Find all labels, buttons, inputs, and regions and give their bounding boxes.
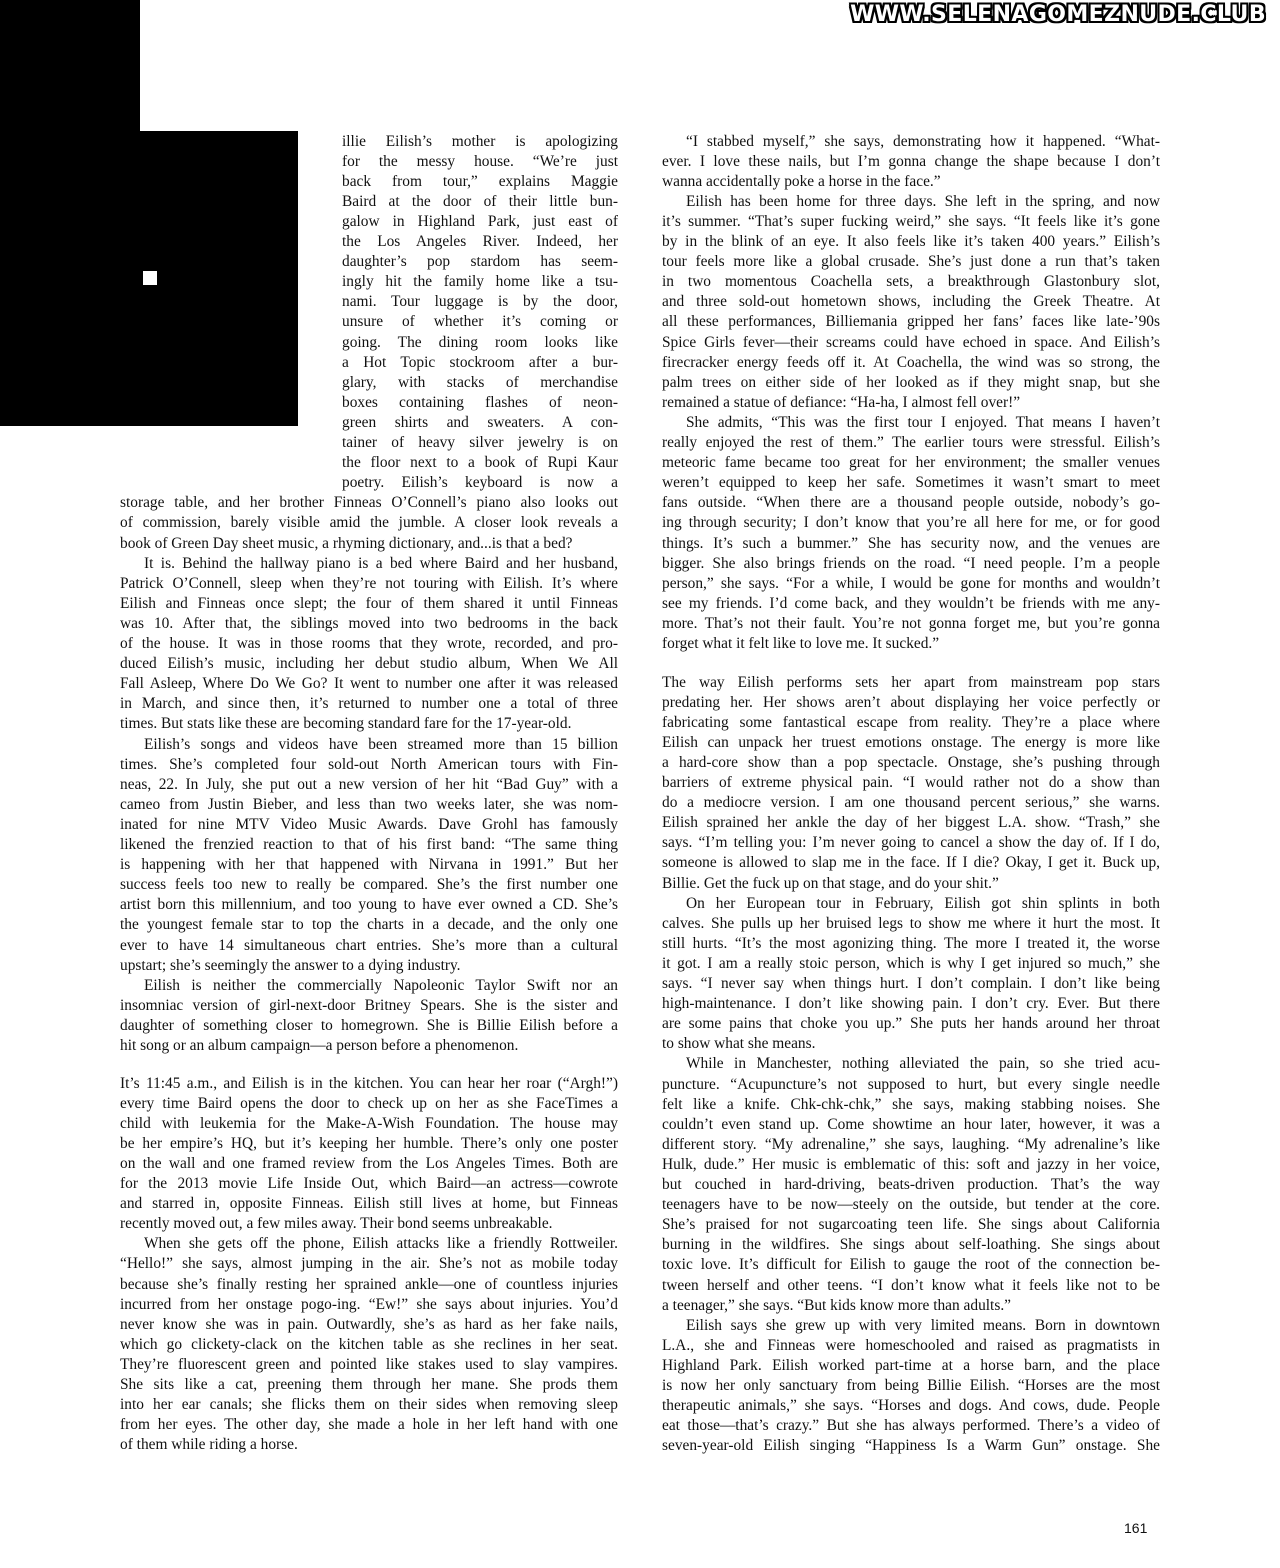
body-text-line: really enjoyed the rest of them.” The earlier tours were stressful. Eilish’s [662,434,1160,451]
body-text-line: barriers of extreme physical pain. “I would rather not do a show than [662,774,1160,791]
body-text-line: going. The dining room looks like [342,333,618,351]
body-text-line: She’s praised for not sugarcoating teen life. She sings about California [662,1216,1160,1234]
body-text-line: someone is allowed to slap me in the face. If I die? Okay, I get it. Buck up, [662,854,1160,872]
body-text-line: Eilish has been home for three days. She left in the spring, and now [686,192,1160,210]
body-text-line: it got. I am a really stoic person, which is why I get injured so much,” she [662,954,1160,972]
body-text-line: illie Eilish’s mother is apologizing [342,132,618,150]
body-text-line: It’s 11:45 a.m., and Eilish is in the kitchen. You can hear her roar (“Argh!”) [120,1074,618,1092]
body-text-line: “I stabbed myself,” she says, demonstrating how it happened. “What- [686,132,1160,150]
watermark: WWW.SELENAGOMEZNUDE.CLUB [850,2,1266,27]
body-text-line: Highland Park. Eilish worked part-time at a horse barn, and the place [662,1356,1160,1374]
body-text-line: insomniac version of girl-next-door Britney Spears. She is the sister and [120,996,618,1014]
body-text-line: Eilish and Finneas once slept; the four of them shared it until Finneas [120,594,618,612]
body-text-line: galow in Highland Park, just east of [342,212,618,230]
body-text-line: times. But stats like these are becoming standard fare for the 17-year-old. [120,715,572,733]
body-text-line: toxic love. It’s difficult for Eilish to gauge the root of the connection be- [662,1256,1160,1274]
body-text-line: into her ear canals; she flicks them on their sides when removing sleep [120,1396,618,1414]
body-text-line: never know she was in pain. Outwardly, she’s as hard as her fake nails, [120,1315,618,1333]
body-text-line: Eilish’s songs and videos have been streamed more than 15 billion [144,735,618,753]
body-text-line: fans outside. “When there are a thousand people outside, nobody’s go- [662,494,1160,512]
body-text-line: the Los Angeles River. Indeed, her [342,233,618,250]
body-text-line: wanna accidentally poke a horse in the face.” [662,172,941,190]
body-text-line: is happening with her that happened with Nirvana in 1991.” But her [120,856,618,874]
body-text-line: was 10. After that, the siblings moved into two bedrooms in the back [120,614,618,632]
body-text-line: times. She’s completed four sold-out North American tours with Fin- [120,755,618,773]
body-text-line: She sits like a cat, preening them through her mane. She prods them [120,1376,618,1393]
body-text-line: remained a statue of defiance: “Ha-ha, I almost fell over!” [662,393,1021,411]
body-text-line: says. “I’m telling you: I’m never going to cancel a show the day of. If I do, [662,834,1160,852]
body-text-line: ever to have 14 simultaneous chart entries. She’s more than a cultural [120,936,618,954]
body-text-line: eat those—that’s crazy.” But she has always performed. There’s a video of [662,1417,1160,1435]
body-text-line: on the wall and one framed review from the Los Angeles Times. Both are [120,1154,618,1172]
body-text-line: likened the frenzied reaction to that of his first band: “The same thing [120,836,618,853]
body-text-line: On her European tour in February, Eilish got shin splints in both [686,894,1160,912]
body-text-line: a hard-core show than a pop spectacle. Onstage, she’s pushing through [662,753,1160,771]
body-text-line: the youngest female star to top the charts in a decade, and the only one [120,916,618,934]
body-text-line: child with leukemia for the Make-A-Wish Foundation. The house may [120,1114,618,1132]
body-text-line: forget what it felt like to love me. It sucked.” [662,635,940,652]
body-text-line: ing through security; I don’t know that you’re all here for me, or for good [662,514,1160,532]
body-text-line: and starred in, opposite Finneas. Eilish still lives at home, but Finneas [120,1195,618,1213]
body-text-line: but couched in hard-driving, beats-driven production. That’s the way [662,1176,1160,1193]
body-text-line: ingly hit the family home like a tsu- [342,273,618,291]
body-text-line: couldn’t even stand up. Come showtime an hour later, however, it was a [662,1115,1160,1133]
body-text-line: be her empire’s HQ, but it’s keeping her humble. There’s only one poster [120,1134,618,1152]
body-text-line: because she’s finally resting her sprained ankle—one of countless injuries [120,1275,618,1293]
body-text-line: weren’t equipped to keep her safe. Sometimes it wasn’t smart to meet [662,474,1160,492]
body-text-line: Patrick O’Connell, sleep when they’re not touring with Eilish. It’s where [120,574,618,592]
body-text-line: artist born this millennium, and too young to have ever owned a CD. She’s [120,896,618,914]
body-text-line: Fall Asleep, Where Do We Go? It went to number one after it was released [120,675,618,693]
body-text-line: by in the blink of an eye. It also feels like it’s taken 400 years.” Eilish’s [662,233,1160,250]
body-text-line: Hulk, dude.” Her music is emblematic of this: soft and jazzy in her voice, [662,1155,1160,1173]
body-text-line: poetry. Eilish’s keyboard is now a [342,474,618,492]
body-text-line: boxes containing flashes of neon- [342,393,618,411]
body-text-line: the floor next to a book of Rupi Kaur [342,454,618,472]
body-text-line: unsure of whether it’s coming or [342,313,618,331]
body-text-line: for the messy house. “We’re just [342,152,618,170]
drop-cap-block [0,0,140,131]
body-text-line: Spice Girls fever—their screams could have echoed in space. And Eilish’s [662,333,1160,351]
body-text-line: palm trees on either side of her looked as if they might snap, but she [662,373,1160,391]
body-text-line: still hurts. “It’s the most agonizing thing. The more I treated it, the worse [662,934,1160,952]
body-text-line: green shirts and sweaters. A con- [342,413,618,431]
body-text-line: which go clickety-clack on the kitchen table as she reclines in her seat. [120,1335,618,1353]
body-text-line: seven-year-old Eilish singing “Happiness Is a Warm Gun” onstage. She [662,1437,1160,1455]
body-text-line: cameo from Justin Bieber, and less than two weeks later, she was nom- [120,795,618,813]
body-text-line: hit song or an album campaign—a person before a phenomenon. [120,1037,519,1054]
body-text-line: person,” she says. “For a while, I would be gone for months and wouldn’t [662,574,1160,592]
body-text-line: teenagers have to be now—steely on the outside, but tender at the core. [662,1196,1160,1214]
body-text-line: glary, with stacks of merchandise [342,373,618,391]
body-text-line: Eilish sprained her ankle the day of her biggest L.A. show. “Trash,” she [662,814,1160,832]
body-text-line: They’re fluorescent green and pointed like stakes used to slay vampires. [120,1355,618,1373]
body-text-line: Billie. Get the fuck up on that stage, and do your shit.” [662,874,999,892]
page-number: 161 [1124,1520,1148,1536]
body-text-line: The way Eilish performs sets her apart from mainstream pop stars [662,673,1160,691]
body-text-line: tour feels more like a global crusade. She’s just done a run that’s taken [662,253,1160,271]
body-text-line: says. “I never say when things hurt. I don’t complain. I don’t like being [662,975,1160,992]
body-text-line: of the house. It was in those rooms that they wrote, recorded, and pro- [120,635,618,652]
body-text-line: to show what she means. [662,1035,816,1053]
body-text-line: back from tour,” explains Maggie [342,172,618,190]
body-text-line: felt like a knife. Chk-chk-chk,” she says, making stabbing noises. She [662,1095,1160,1113]
body-text-line: things. It’s such a bummer.” She has security now, and the venues are [662,534,1160,552]
body-text-line: more. That’s not their fault. You’re not gonna forget me, but you’re gonna [662,614,1160,632]
drop-cap-square [143,271,157,285]
body-text-line: Baird at the door of their little bun- [342,192,618,210]
body-text-line: daughter of something closer to homegrown. She is Billie Eilish before a [120,1016,618,1034]
body-text-line: It is. Behind the hallway piano is a bed where Baird and her husband, [144,554,618,572]
body-text-line: are some pains that choke you up.” She puts her hands around her throat [662,1015,1160,1033]
body-text-line: When she gets off the phone, Eilish attacks like a friendly Rottweiler. [144,1235,618,1253]
body-text-line: firecracker energy feeds off it. At Coachella, the wind was so strong, the [662,353,1160,371]
body-text-line: Eilish is neither the commercially Napoleonic Taylor Swift nor an [144,976,618,994]
body-text-line [662,1456,1160,1476]
body-text-line: inated for nine MTV Video Music Awards. Dave Grohl has famously [120,815,618,833]
body-text-line: neas, 22. In July, she put out a new version of her hit “Bad Guy” with a [120,775,618,793]
body-text-line: from her eyes. The other day, she made a hole in her left hand with one [120,1416,618,1434]
body-text-line: ever. I love these nails, but I’m gonna change the shape because I don’t [662,152,1160,170]
body-text-line: puncture. “Acupuncture’s not supposed to hurt, but every single needle [662,1075,1160,1093]
body-text-line: it’s summer. “That’s super fucking weird,” she says. “It feels like it’s gone [662,212,1160,230]
body-text-line: daughter’s pop stardom has seem- [342,253,618,271]
body-text-line: nami. Tour luggage is by the door, [342,293,618,311]
body-text-line: of commission, barely visible amid the jumble. A closer look reveals a [120,514,618,532]
body-text-line: calves. She pulls up her bruised legs to show me where it hurt the most. It [662,914,1160,932]
body-text-line: Eilish says she grew up with very limited means. Born in downtown [686,1316,1160,1334]
body-text-line: fabricating some fantastical escape from reality. They’re a place where [662,713,1160,731]
body-text-line: meteoric fame became too great for her environment; the smaller venues [662,454,1160,472]
body-text-line: in two momentous Coachella sets, a breakthrough Glastonbury slot, [662,273,1160,291]
body-text-line: L.A., she and Finneas were homeschooled and raised as pragmatists in [662,1336,1160,1354]
body-text-line: every time Baird opens the door to check up on her as she FaceTimes a [120,1094,618,1112]
body-text-line: therapeutic animals,” she says. “Horses and dogs. And cows, dude. People [662,1397,1160,1415]
body-text-line: Eilish can unpack her truest emotions onstage. The energy is more like [662,733,1160,751]
body-text-line: burning in the wildfires. She sings about self-loathing. She sings about [662,1236,1160,1254]
body-text-line: and three sold-out hometown shows, including the Greek Theatre. At [662,293,1160,311]
body-text-line: While in Manchester, nothing alleviated the pain, so she tried acu- [686,1055,1160,1073]
body-text-line: tainer of heavy silver jewelry is on [342,434,618,451]
body-text-line: book of Green Day sheet music, a rhyming dictionary, and...is that a bed? [120,534,573,552]
body-text-line: is now her only sanctuary from being Billie Eilish. “Horses are the most [662,1377,1160,1394]
body-text-line: success feels too new to really be compared. She’s the first number one [120,876,618,894]
body-text-line: incurred from her onstage pogo-ing. “Ew!” she says about injuries. You’d [120,1295,618,1313]
body-text-line: a Hot Topic stockroom after a bur- [342,353,618,371]
body-text-line: different story. “My adrenaline,” she says, laughing. “My adrenaline’s like [662,1135,1160,1153]
body-text-line: a teenager,” she says. “But kids know more than adults.” [662,1296,1011,1314]
body-text-line: tween herself and other teens. “I don’t know what it feels like not to be [662,1276,1160,1294]
body-text-line: She admits, “This was the first tour I enjoyed. That means I haven’t [686,413,1160,431]
body-text-line: do a mediocre version. I am one thousand percent serious,” she warns. [662,794,1160,812]
body-text-line: bigger. She also brings friends on the road. “I need people. I’m a people [662,554,1160,572]
body-text-line: high-maintenance. I don’t like showing pain. I don’t cry. Ever. But there [662,995,1160,1013]
body-text-line: predating her. Her shows aren’t about displaying her voice perfectly or [662,693,1160,711]
body-text-line: see my friends. I’d come back, and they wouldn’t be friends with me any- [662,594,1160,612]
body-text-line: upstart; she’s seemingly the answer to a dying industry. [120,956,461,974]
body-text-line: storage table, and her brother Finneas O’Connell’s piano also looks out [120,494,618,512]
body-text-line: of them while riding a horse. [120,1436,298,1454]
body-text-line: duced Eilish’s music, including her debut studio album, When We All [120,655,618,673]
body-text-line: for the 2013 movie Life Inside Out, which Baird—an actress—cowrote [120,1175,618,1192]
body-text-line: “Hello!” she says, almost jumping in the air. She’s not as mobile today [120,1255,618,1273]
body-text-line: recently moved out, a few miles away. Their bond seems unbreakable. [120,1215,553,1233]
body-text-line: in March, and since then, it’s returned to number one a total of three [120,695,618,713]
body-text-line: all these performances, Billiemania gripped her fans’ faces like late-’90s [662,313,1160,331]
